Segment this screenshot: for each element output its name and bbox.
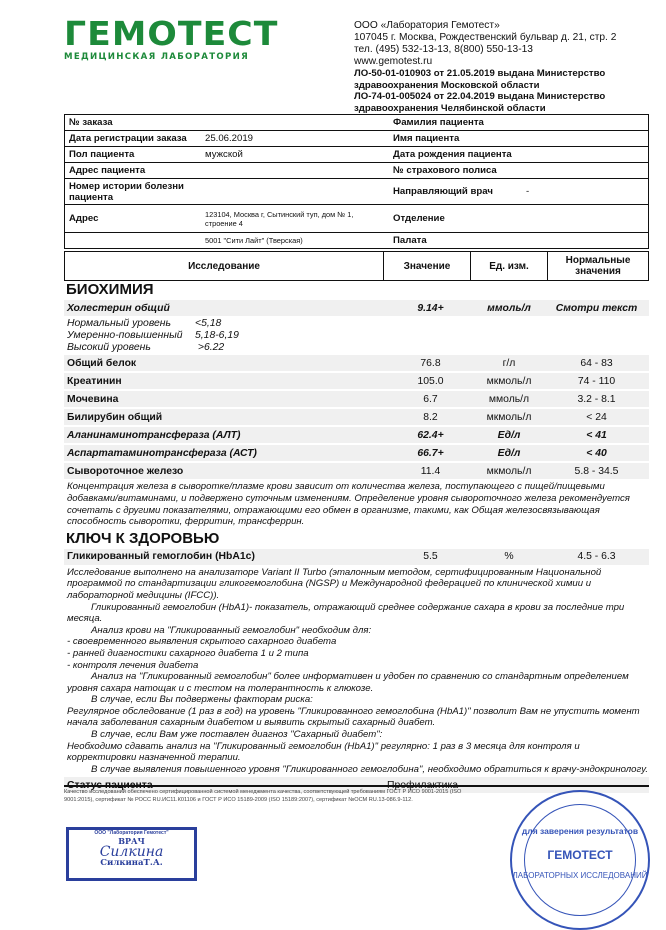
test-value: 8.2 [423,411,438,423]
test-unit: г/л [502,357,516,369]
department-value [522,205,649,233]
test-norm: 5.8 - 34.5 [574,465,619,477]
order-no-value [201,115,389,131]
test-value: 9.14+ [417,302,444,314]
col-value: Значение [384,252,471,281]
test-unit: ммоль/л [487,302,531,314]
hba1c-note: В случае, если Вам уже поставлен диагноз "Сахарный диабет": [91,729,383,741]
doctor-value: - [522,179,649,205]
footer-divider [64,785,649,787]
hba1c-note: - ранней диагностики сахарного диабета 1 и 2 типа [67,647,309,659]
test-name: Гликированный гемоглобин (HbA1c) [67,551,255,563]
test-unit: мкмоль/л [486,375,532,387]
hba1c-note: Необходимо сдавать анализ на "Гликированный гемоглобин (HbA1)" регулярно: 1 раз в 3 месяца для контроля и корректировки назначенной терапии. [67,740,580,764]
test-name: Аланинаминотрансфераза (АЛТ) [67,429,241,441]
lab-license-1: ЛО-50-01-010903 от 21.05.2019 выдана Министерство здравоохранения Московской области [354,68,606,91]
test-value: 62.4+ [417,429,444,441]
col-test: Исследование [65,252,384,281]
result-row-cholesterol [64,300,649,318]
result-row [64,373,649,391]
test-unit: мкмоль/л [486,465,532,477]
test-norm: 64 - 83 [580,357,613,369]
seal-logo: ГЕМОТЕСТ [547,848,613,862]
col-unit: Ед. изм. [471,252,548,281]
hba1c-note: Анализ крови на "Гликированный гемоглобин" необходим для: [91,624,372,636]
sex-label: Пол пациента [65,147,202,163]
order-no-label: № заказа [65,115,202,131]
policy-label: № страхового полиса [389,163,522,179]
certification-note: Качество исследований обеспечено сертифицированной системой менеджмента качества, соответствующей требованиям ГОСТ Р ИСО 9001-2015 (ISO 9001:2015), сертификат № РОСС RU.ИС11.К01106 и ГОСТ Р ИСО 15189-2009 (ISO 15189:2007), сертификат №ОСМ RU.13-086.9-112. [64,789,462,803]
patient-info-table [64,114,649,249]
hba1c-note: - контроля лечения диабета [67,659,199,671]
ward-value [522,233,649,249]
office-name: 5001 "Сити Лайт" (Тверская) [201,233,389,249]
result-row [64,355,649,373]
chol-level: Нормальный уровень <5,18 [67,318,222,329]
test-name: Мочевина [67,393,119,405]
test-norm: 74 - 110 [577,375,616,387]
lab-phone: тел. (495) 532-13-13, 8(800) 550-13-13 [354,44,533,55]
test-unit: мкмоль/л [486,411,532,423]
surname-label: Фамилия пациента [389,115,522,131]
result-row [64,445,649,463]
test-norm: < 40 [586,447,607,459]
test-name: Сывороточное железо [67,465,184,477]
hba1c-note: Регулярное обследование (1 раз в год) на уровень "Гликированного гемоглобина (HbA1)" позволит Вам не упустить момент начала заболевания сахарным диабетом и выявить скрытый сахарный диабет. [67,705,640,729]
doctor-stamp [66,827,197,881]
doctor-name: СилкинаТ.А. [100,858,163,868]
ward-label: Палата [389,233,522,249]
result-row [64,427,649,445]
test-value: 11.4 [420,465,441,477]
test-value: 105.0 [417,375,444,387]
hba1c-note: Исследование выполнено на анализаторе Variant II Turbo (эталонным методом, сертифицированным Национальной программой по стандартизации гликогемоглобина (NGSP) и Международной федерацией по клинической химии и лабораторной медицины (IFCC)). [67,566,602,601]
status-label: Статус пациента [67,779,153,791]
seal-text-bottom: ЛАБОРАТОРНЫХ ИССЛЕДОВАНИЙ [512,871,648,880]
address-label: Адрес пациента [65,163,202,179]
result-row [64,409,649,427]
test-name: Креатинин [67,375,122,387]
name-label: Имя пациента [389,131,522,147]
chol-level: Умеренно-повышенный 5,18-6,19 [67,329,239,341]
result-row [64,463,649,481]
result-row [64,391,649,409]
policy-value [522,163,649,179]
test-norm: 3.2 - 8.1 [577,393,616,405]
doctor-label: Направляющий врач [389,179,522,205]
birth-label: Дата рождения пациента [389,147,522,163]
hba1c-note: В случае выявления повышенного уровня "Гликированного гемоглобина", необходимо обратиться к врачу-эндокринологу. [91,763,649,775]
doctor-signature: Силкина [99,844,164,860]
test-name: Общий белок [67,357,137,369]
col-norm: Нормальные значения [548,252,649,281]
lab-info [354,20,666,114]
history-value [201,179,389,205]
test-name: Билирубин общий [67,411,163,423]
lab-website: www.gemotest.ru [354,56,433,67]
lab-license-2: ЛО-74-01-005024 от 22.04.2019 выдана Министерство здравоохранения Челябинской области [354,91,606,114]
test-name: Аспартатаминотрансфераза (АСТ) [67,447,257,459]
seal-text-top: для заверения результатов [521,826,639,836]
test-unit: Ед/л [497,429,521,441]
brand-subtitle: МЕДИЦИНСКАЯ ЛАБОРАТОРИЯ [64,52,249,62]
stamp-top-text: ООО "Лаборатория Гемотест" [94,830,169,836]
section-biochem: БИОХИМИЯ [66,281,154,298]
test-norm: Смотри текст [555,302,638,314]
results [64,279,649,795]
hba1c-note: В случае, если Вы подвержены факторам риска: [91,694,313,706]
reg-date-value: 25.06.2019 [201,131,389,147]
brand-logo [64,14,304,62]
test-value: 5.5 [423,551,438,563]
stamp-title: ВРАЧ [118,836,145,846]
surname-value [522,115,649,131]
test-unit: Ед/л [497,447,521,459]
status-value: Профилактика [387,779,458,791]
office-label: Адрес [65,205,202,233]
name-value [522,131,649,147]
birth-value [522,147,649,163]
lab-address: 107045 г. Москва, Рождественский бульвар д. 21, стр. 2 [354,32,617,43]
lab-company: ООО «Лаборатория Гемотест» [354,20,500,31]
result-row-hba1c [64,549,649,567]
address-value [201,163,389,179]
department-label: Отделение [389,205,522,233]
section-health: КЛЮЧ К ЗДОРОВЬЮ [66,529,220,547]
office-name-spacer [65,233,202,249]
hba1c-note: Анализ на "Гликированный гемоглобин" более информативен и удобен по сравнению со стандартным определением уровня сахара натощак и с тестом на толерантность к глюкозе. [67,671,629,694]
test-value: 6.7 [423,393,438,405]
hba1c-note: - своевременного выявления скрытого сахарного диабета [67,636,337,648]
test-value: 76.8 [420,357,441,369]
test-unit: % [504,551,514,563]
history-label: Номер истории болезни пациента [65,179,202,205]
sex-value: мужской [201,147,389,163]
test-norm: < 24 [586,411,607,423]
test-name: Холестерин общий [67,302,170,314]
chol-level: Высокий уровень >6.22 [67,341,225,353]
results-header [64,251,649,281]
brand-name: ГЕМОТЕСТ [64,14,279,53]
lab-seal [510,790,650,930]
test-unit: ммоль/л [488,393,530,405]
hba1c-note: Гликированный гемоглобин (HbA1)- показатель, отражающий среднее содержание сахара в крови за последние три месяца. [67,601,625,625]
test-norm: < 41 [586,429,607,441]
test-value: 66.7+ [417,447,444,459]
iron-note: Концентрация железа в сыворотке/плазме крови зависит от количества железа, поступающего с пищей/пищевыми добавками/витаминами, и подвержено суточным изменениям. Определение уровня сывороточного железа рекомендуется сочетать с другими показателями, отражающими его обмен в организме, такими, как Общая железосвязывающая способность сыворотки, ферритин, трансферрин. [67,481,630,528]
hba1c-notes [64,567,649,776]
test-norm: 4.5 - 6.3 [577,551,616,563]
reg-date-label: Дата регистрации заказа [65,131,202,147]
office-address: 123104, Москва г, Сытинский туп, дом № 1, строение 4 [201,205,389,233]
